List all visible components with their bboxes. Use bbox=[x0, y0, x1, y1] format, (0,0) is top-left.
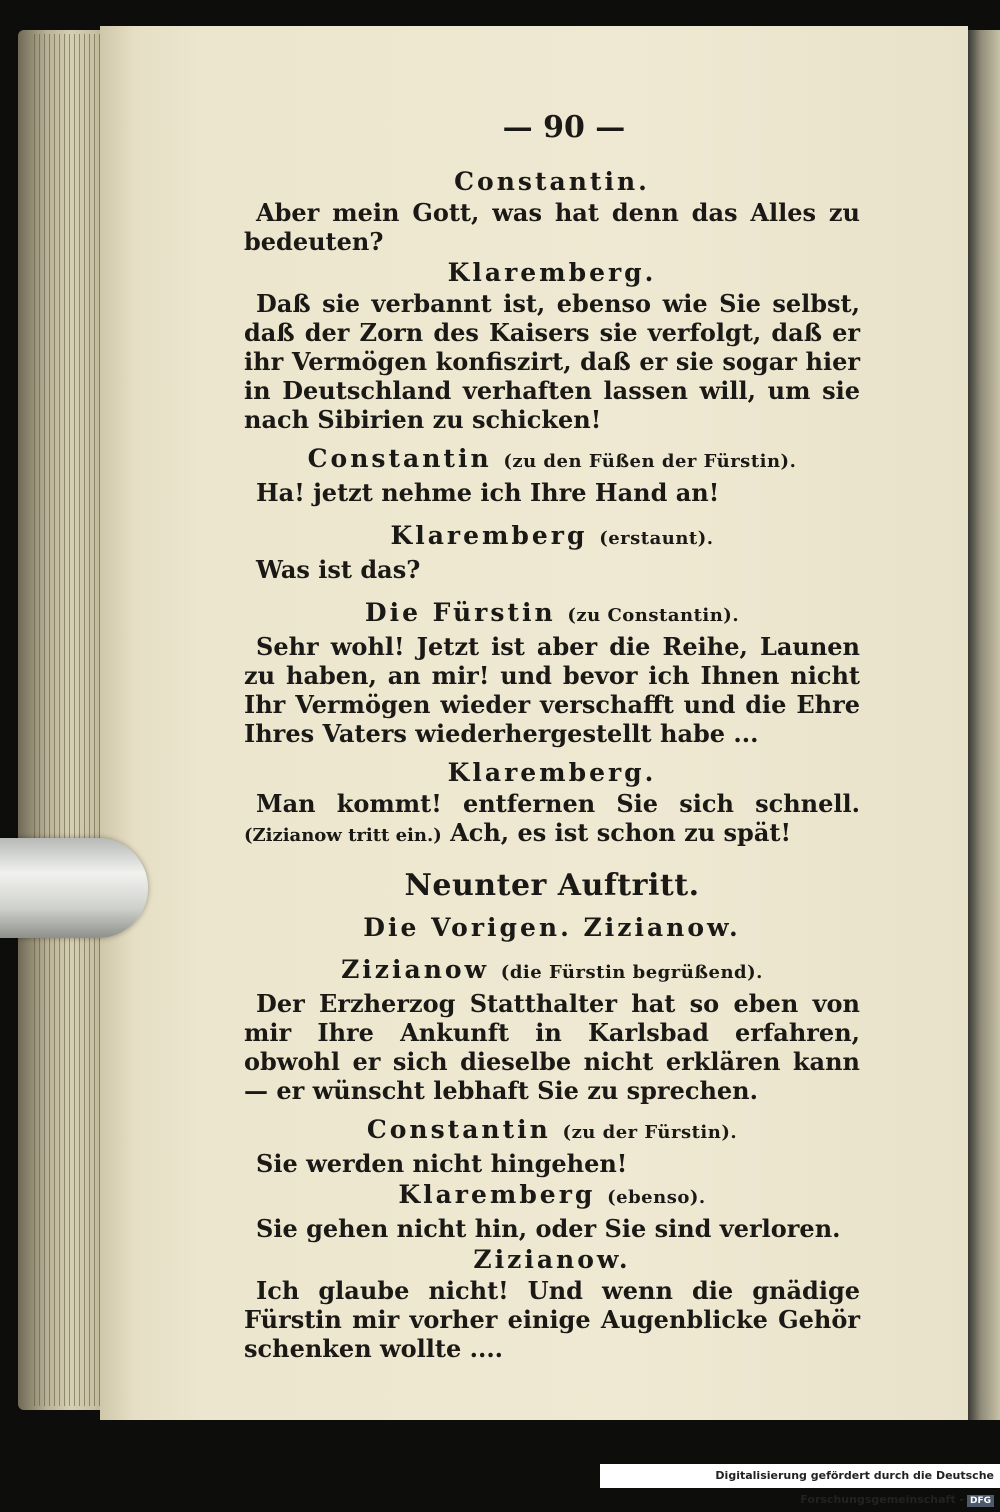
stage-direction: (zu Constantin). bbox=[567, 605, 740, 626]
speaker-name: Die Fürstin bbox=[364, 598, 556, 627]
speaker-line bbox=[244, 1113, 860, 1149]
speaker-line bbox=[244, 442, 860, 478]
speaker-line bbox=[244, 1178, 860, 1214]
speech-text: Sie gehen nicht hin, oder Sie sind verloren. bbox=[256, 1214, 841, 1243]
speech-text: Ha! jetzt nehme ich Ihre Hand an! bbox=[256, 478, 720, 507]
cast-line: Die Vorigen. Zizianow. bbox=[363, 913, 741, 942]
speaker-line bbox=[244, 1243, 860, 1276]
stage-direction: (zu den Füßen der Fürstin). bbox=[503, 451, 797, 472]
footer-text: Digitalisierung gefördert durch die Deutsche Forschungsgemeinschaft - bbox=[715, 1469, 994, 1506]
facing-page-edge bbox=[968, 30, 1000, 1420]
speaker-line bbox=[244, 256, 860, 289]
speaker-name: Klaremberg. bbox=[447, 258, 657, 287]
speaker-name: Constantin bbox=[366, 1115, 551, 1144]
speaker-name: Klaremberg. bbox=[447, 758, 657, 787]
speaker-name: Klaremberg bbox=[398, 1180, 596, 1209]
stage-direction: (Zizianow tritt ein.) bbox=[244, 825, 442, 846]
stage-direction: (erstaunt). bbox=[599, 528, 714, 549]
speech-text: Sie werden nicht hingehen! bbox=[256, 1149, 628, 1178]
speaker-name: Klaremberg bbox=[390, 521, 588, 550]
stage-direction: (zu der Fürstin). bbox=[562, 1122, 738, 1143]
stage-direction: (ebenso). bbox=[607, 1187, 706, 1208]
speech-text: Ich glaube nicht! Und wenn die gnädige Fürstin mir vorher einige Augenblicke Gehör schenken wollte .... bbox=[244, 1276, 860, 1363]
speaker-line bbox=[244, 165, 860, 198]
speaker-name: Constantin. bbox=[454, 167, 650, 196]
page-content bbox=[244, 110, 860, 1363]
stage-direction: (die Fürstin begrüßend). bbox=[500, 962, 763, 983]
speaker-name: Zizianow. bbox=[473, 1245, 631, 1274]
page-number: — 90 — bbox=[502, 110, 626, 145]
speaker-line bbox=[244, 756, 860, 789]
speaker-line bbox=[244, 953, 860, 989]
speech-text: Sehr wohl! Jetzt ist aber die Reihe, Launen zu haben, an mir! und bevor ich Ihnen nicht Ihr Vermögen wieder verschafft und die Ehre Ihres Vaters wiederhergestellt habe ... bbox=[244, 632, 860, 748]
scene-title: Neunter Auftritt. bbox=[404, 868, 700, 903]
scanner-thumb-holder bbox=[0, 838, 148, 938]
speaker-line bbox=[244, 596, 860, 632]
speech-text: Was ist das? bbox=[256, 555, 421, 584]
speaker-name: Zizianow bbox=[341, 955, 490, 984]
speaker-line bbox=[244, 519, 860, 555]
dfg-logo: DFG bbox=[967, 1495, 994, 1507]
speech-text bbox=[244, 789, 860, 850]
speaker-name: Constantin bbox=[307, 444, 492, 473]
speech-text: Der Erzherzog Statthalter hat so eben von mir Ihre Ankunft in Karlsbad erfahren, obwohl er sich dieselbe nicht erklären kann — er wünscht lebhaft Sie zu sprechen. bbox=[244, 989, 860, 1105]
digitization-footer bbox=[600, 1464, 1000, 1506]
speech-text: Daß sie verbannt ist, ebenso wie Sie selbst, daß der Zorn des Kaisers sie verfolgt, daß er ihr Vermögen konfiszirt, daß er sie sogar hier in Deutschland verhaften lassen will, um sie nach Sibirien zu schicken! bbox=[244, 289, 860, 434]
speech-text: Aber mein Gott, was hat denn das Alles zu bedeuten? bbox=[244, 198, 860, 256]
speech-part: Man kommt! entfernen Sie sich schnell. bbox=[256, 789, 860, 818]
speech-part: Ach, es ist schon zu spät! bbox=[450, 818, 792, 847]
